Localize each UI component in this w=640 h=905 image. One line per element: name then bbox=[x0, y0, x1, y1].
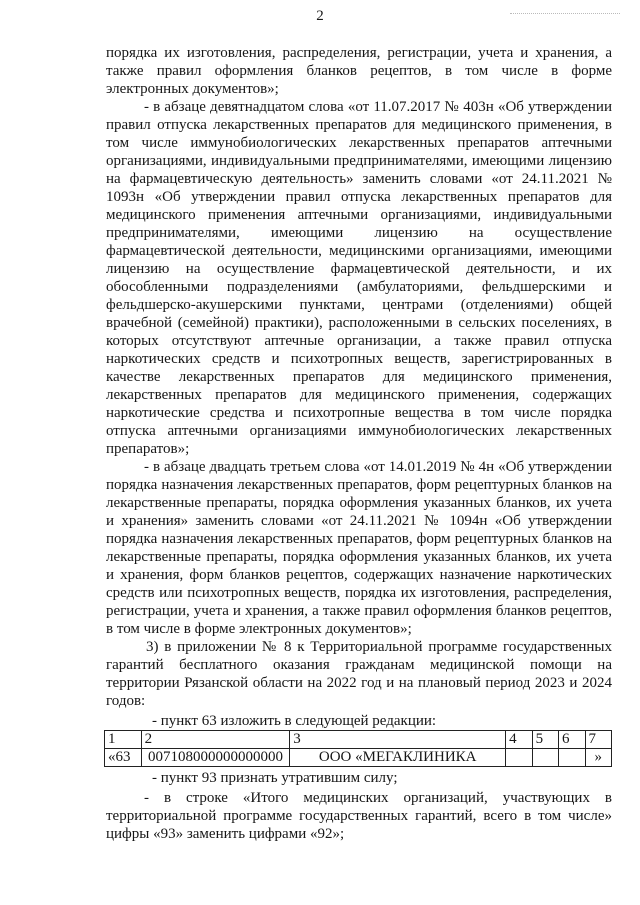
table-cell bbox=[559, 749, 585, 767]
table-header-row bbox=[105, 731, 612, 749]
table-cell: 6 bbox=[559, 731, 585, 749]
table-row bbox=[105, 749, 612, 767]
paragraph-itogo: - в строке «Итого медицинских организаций, участвующих в территориальной программе государственных гарантий, всего в том числе» цифры «93» заменить цифрами «92»; bbox=[106, 790, 612, 842]
item-93: - пункт 93 признать утратившим силу; bbox=[152, 770, 398, 786]
page-number: 2 bbox=[316, 8, 324, 24]
table-cell bbox=[506, 749, 532, 767]
amendment-table bbox=[104, 730, 612, 767]
table-cell: «63 bbox=[105, 749, 142, 767]
table-cell: 4 bbox=[506, 731, 532, 749]
table-cell bbox=[532, 749, 558, 767]
table-cell: 007108000000000000 bbox=[141, 749, 290, 767]
table-cell: ООО «МЕГАКЛИНИКА bbox=[290, 749, 506, 767]
table-cell: » bbox=[585, 749, 612, 767]
paragraph-abzac-19: - в абзаце девятнадцатом слова «от 11.07.2017 № 403н «Об утверждении правил отпуска лекарственных препаратов для медицинского применения, в том числе иммунобиологических лекарственных препаратов аптечными организациями, индивидуальными предпринимателями, имеющими лицензию на фармацевтическую деятельность» заменить словами «от 24.11.2021 № 1093н «Об утверждении правил отпуска лекарственных препаратов для медицинского применения аптечными организациями, индивидуальными предпринимателями, имеющими лицензию на осуществление фармацевтической деятельности, медицинскими организациями, имеющими лицензию на осуществление фармацевтической деятельности, и их обособленными подразделениями (амбулаториями, фельдшерскими и фельдшерско-акушерскими пунктами, центрами (отделениями) общей врачебной (семейной) практики), расположенными в сельских поселениях, в которых отсутствуют аптечные организации, а также правил отпуска наркотических средств и психотропных веществ, зарегистрированных в качестве лекарственных препаратов для медицинского применения, лекарственных препаратов для медицинского применения, содержащих наркотические средства и психотропные вещества в том числе порядка отпуска аптечными организациями иммунобиологических лекарственных препаратов»; bbox=[106, 99, 612, 457]
table-cell: 5 bbox=[532, 731, 558, 749]
paragraph-appendix-8: 3) в приложении № 8 к Территориальной программе государственных гарантий бесплатного оказания гражданам медицинской помощи на территории Рязанской области на 2022 год и на плановый период 2023 и 2024 годов: bbox=[106, 639, 612, 709]
scan-artifact bbox=[510, 13, 620, 16]
table-cell: 7 bbox=[585, 731, 612, 749]
item-63-intro: - пункт 63 изложить в следующей редакции: bbox=[152, 713, 437, 729]
table-cell: 2 bbox=[141, 731, 290, 749]
table-cell: 3 bbox=[290, 731, 506, 749]
table-cell: 1 bbox=[105, 731, 142, 749]
document-body bbox=[106, 44, 612, 843]
paragraph-abzac-23: - в абзаце двадцать третьем слова «от 14.01.2019 № 4н «Об утверждении порядка назначения лекарственных препаратов, форм рецептурных бланков на лекарственные препараты, порядка оформления указанных бланков, их учета и хранения» заменить словами «от 24.11.2021 № 1094н «Об утверждении порядка назначения лекарственных препаратов, форм рецептурных бланков на лекарственные препараты, порядка оформления указанных бланков, их учета и хранения, форм бланков рецептов, содержащих назначение наркотических средств или психотропных веществ, порядка их изготовления, распределения, регистрации, учета и хранения, а также правил оформления бланков рецептов, в том числе в форме электронных документов»; bbox=[106, 459, 612, 637]
paragraph-continuation: порядка их изготовления, распределения, регистрации, учета и хранения, а также правил оформления бланков рецептов, в том числе в форме электронных документов»; bbox=[106, 45, 612, 97]
